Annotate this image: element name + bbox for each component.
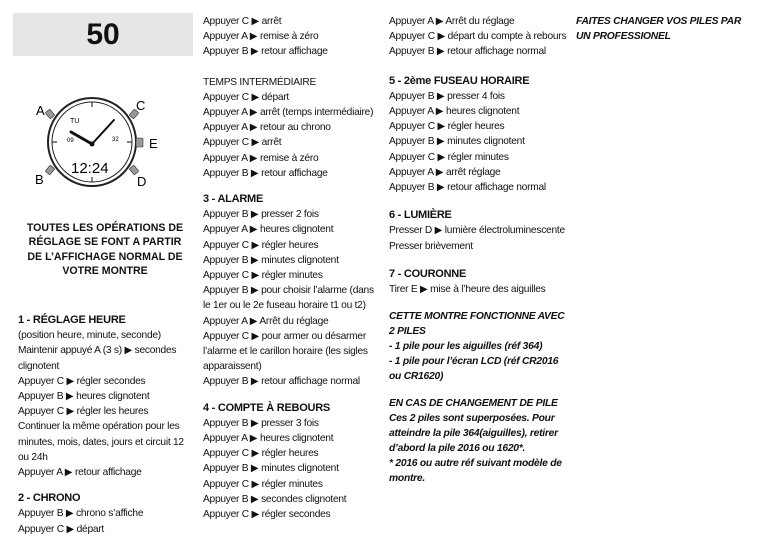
text-line: Appuyer A ▶ Arrêt du réglage xyxy=(203,315,329,327)
text-line: Appuyer B ▶ retour affichage normal xyxy=(389,46,546,58)
text-line: Appuyer B ▶ secondes clignotent xyxy=(203,493,347,505)
right-subdial: 32 xyxy=(112,137,119,143)
text-line: Appuyer B ▶ chrono s’affiche xyxy=(18,508,144,520)
battery-change-note: * 2016 ou autre réf suivant modèle de montre. xyxy=(389,458,562,485)
column-3 xyxy=(389,14,567,486)
text-line: Appuyer B ▶ retour affichage xyxy=(203,167,328,179)
text-line: Appuyer C ▶ régler minutes xyxy=(203,270,323,282)
text-line: Appuyer B ▶ minutes clignotent xyxy=(203,254,339,266)
text-line: Appuyer A ▶ heures clignotent xyxy=(203,433,334,445)
text-line: Appuyer C ▶ régler les heures xyxy=(18,406,149,418)
text-line: Appuyer A ▶ retour affichage xyxy=(18,467,142,479)
text-line: Appuyer C ▶ départ du compte à rebours xyxy=(389,31,567,43)
professional-note: FAITES CHANGER VOS PILES PAR UN PROFESSIONEL xyxy=(576,16,742,42)
text-line: Presser D ▶ lumière électroluminescente xyxy=(389,225,565,237)
text-line: Appuyer B ▶ minutes clignotent xyxy=(389,136,525,148)
text-line: Maintenir appuyé A (3 s) ▶ secondes clignotent xyxy=(18,345,177,372)
text-line: Appuyer B ▶ retour affichage xyxy=(203,46,328,58)
button-label-e: E xyxy=(149,136,158,151)
text-line: Appuyer C ▶ régler heures xyxy=(389,121,505,133)
button-label-a: A xyxy=(36,103,45,118)
text-line: Appuyer B ▶ presser 2 fois xyxy=(203,209,319,221)
battery-change-title: EN CAS DE CHANGEMENT DE PILE xyxy=(389,398,558,410)
text-line: Appuyer C ▶ régler heures xyxy=(203,239,319,251)
text-line: Appuyer C ▶ régler minutes xyxy=(389,151,509,163)
text-line: Appuyer C ▶ arrêt xyxy=(203,137,282,149)
text-line: Appuyer C ▶ arrêt xyxy=(203,16,282,27)
section-title-lumiere: 6 - LUMIÈRE xyxy=(389,209,452,222)
column-1 xyxy=(18,311,192,537)
section-title-compte-a-rebours: 4 - COMPTE À REBOURS xyxy=(203,401,331,414)
column-2 xyxy=(203,14,381,522)
text-line: Appuyer B ▶ heures clignotent xyxy=(18,391,150,403)
text-line: Appuyer C ▶ pour armer ou désarmer l’alarme et le carillon horaire (les sigles apparaissent) xyxy=(203,330,368,373)
button-label-c: C xyxy=(136,98,146,113)
text-line: Appuyer A ▶ heures clignotent xyxy=(389,106,520,118)
text-line: Appuyer B ▶ pour choisir l’alarme (dans le 1er ou le 2e fuseau horaire t1 ou t2) xyxy=(203,285,374,312)
text-line: Appuyer C ▶ régler secondes xyxy=(203,509,331,521)
text-line: Continuer la même opération pour les minutes, mois, dates, jours et circuit 12 ou 24h xyxy=(18,421,184,463)
intro-note: TOUTES LES OPÉRATIONS DE RÉGLAGE SE FONT A PARTIR DE L’AFFICHAGE NORMAL DE VOTRE MONTRE xyxy=(26,222,184,278)
text-line: Appuyer B ▶ presser 3 fois xyxy=(203,417,319,429)
battery-line: - 1 pile pour les aiguilles (réf 364) xyxy=(389,341,543,353)
text-line: Appuyer B ▶ retour affichage normal xyxy=(389,182,546,194)
text-line: Appuyer B ▶ retour affichage normal xyxy=(203,376,360,388)
text-line: Appuyer C ▶ départ xyxy=(18,523,105,535)
day-display: TU xyxy=(70,118,80,125)
text-line: Appuyer B ▶ minutes clignotent xyxy=(203,463,339,475)
section-title-reglage-heure: 1 - RÉGLAGE HEURE xyxy=(18,314,126,326)
watch-diagram xyxy=(26,92,166,202)
battery-line: - 1 pile pour l’écran LCD (réf CR2016 ou CR1620) xyxy=(389,356,559,383)
section-title-fuseau: 5 - 2ème FUSEAU HORAIRE xyxy=(389,74,530,87)
text-line: Appuyer C ▶ régler secondes xyxy=(18,375,146,387)
text-line: Tirer E ▶ mise à l’heure des aiguilles xyxy=(389,284,546,296)
column-4 xyxy=(576,14,756,44)
text-line: Appuyer B ▶ presser 4 fois xyxy=(389,90,505,102)
text-line: Appuyer A ▶ arrêt réglage xyxy=(389,166,501,178)
text-line: Appuyer C ▶ régler heures xyxy=(203,448,319,460)
text-line: Appuyer A ▶ Arrêt du réglage xyxy=(389,16,515,27)
text-line: Presser brièvement xyxy=(389,240,473,252)
text-line: Appuyer A ▶ retour au chrono xyxy=(203,122,331,134)
section-title-chrono: 2 - CHRONO xyxy=(18,492,81,505)
page-number: 50 xyxy=(13,13,193,56)
battery-change-text: Ces 2 piles sont superposées. Pour atteindre la pile 364(aiguilles), retirer d’abord la pile 2016 ou 1620*. xyxy=(389,413,558,455)
text-line: Appuyer C ▶ régler minutes xyxy=(203,478,323,490)
section-title-alarme: 3 - ALARME xyxy=(203,193,264,206)
text-line: (position heure, minute, seconde) xyxy=(18,330,161,342)
text-line: Appuyer A ▶ remise à zéro xyxy=(203,152,319,164)
section-title-temps-intermediaire: TEMPS INTERMÉDIAIRE xyxy=(203,76,316,88)
text-line: Appuyer A ▶ heures clignotent xyxy=(203,224,334,236)
button-label-d: D xyxy=(137,174,147,189)
text-line: Appuyer A ▶ arrêt (temps intermédiaire) xyxy=(203,107,374,119)
button-label-b: B xyxy=(35,172,44,187)
digital-time: 12:24 xyxy=(71,160,109,177)
left-subdial: 09 xyxy=(67,138,74,144)
text-line: Appuyer A ▶ remise à zéro xyxy=(203,31,319,43)
text-line: Appuyer C ▶ départ xyxy=(203,91,290,103)
section-title-couronne: 7 - COURONNE xyxy=(389,267,467,280)
battery-title: CETTE MONTRE FONCTIONNE AVEC 2 PILES xyxy=(389,311,565,338)
